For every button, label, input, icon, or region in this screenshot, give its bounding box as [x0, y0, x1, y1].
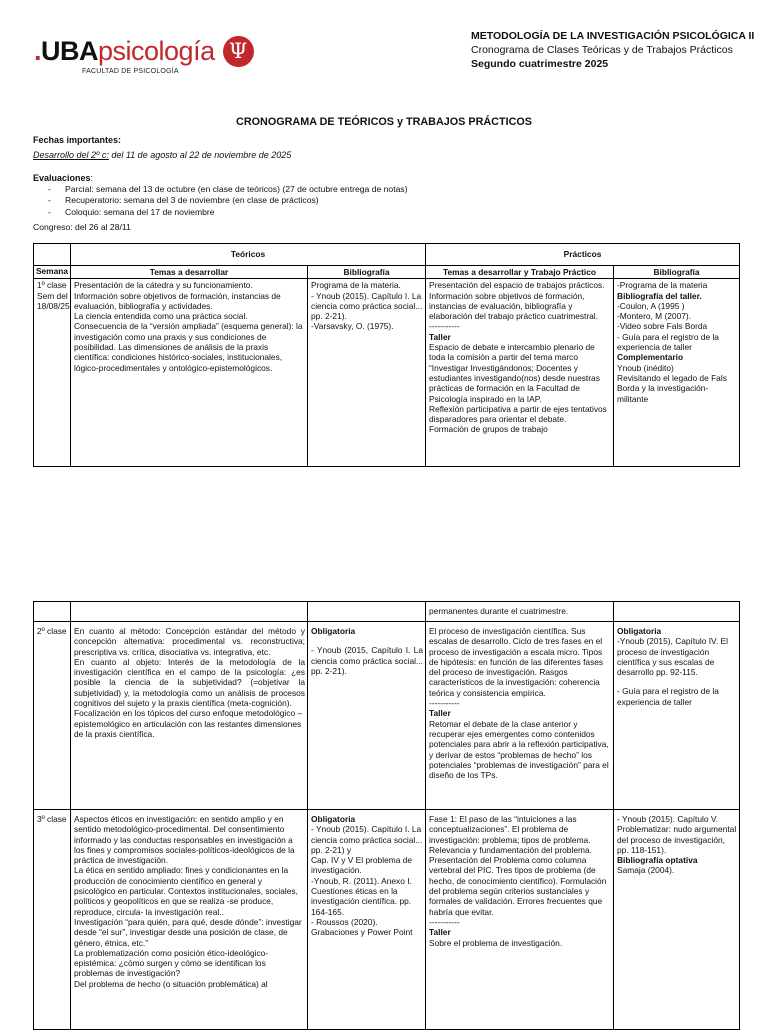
biblio-practicos-column-header: Bibliografía	[614, 266, 740, 279]
temas-practicos-cell: permanentes durante el cuatrimestre.	[426, 602, 614, 622]
biblio-practicos-cell: Obligatoria -Ynoub (2015), Capítulo IV. El proceso de investigación científica y sus escalas de desarrollo pp. 92-115. - Guía para el registro de la experiencia de taller	[614, 622, 740, 810]
table-row	[34, 602, 740, 622]
biblio-practicos-cell: -Programa de la materia Bibliografía del taller. -Coulon, A (1995 ) -Montero, M (2007). -Video sobre Fals Borda - Guía para el registro de la experiencia de taller Complementario Ynoub (inédito) Revisitando el legado de Fals Borda y la investigación-militante	[614, 279, 740, 467]
temas-teoricos-column-header: Temas a desarrollar	[71, 266, 308, 279]
table-row	[34, 622, 740, 810]
teoricos-header: Teóricos	[71, 244, 426, 266]
schedule-table-continued	[33, 601, 740, 1030]
list-item: - Recuperatorio: semana del 3 de noviembre (en clase de prácticos)	[48, 195, 319, 206]
semana-cell: 1º clase Sem del 18/08/25	[34, 279, 71, 467]
table-column-header	[34, 266, 740, 279]
temas-teoricos-cell	[71, 602, 308, 622]
temas-teoricos-cell: En cuanto al método: Concepción estándar del método y concepción alternativa: procedimental vs. reconstructiva; prescriptiva vs. crítica, disociativa vs. integrativa, etc. En cuanto al objeto: Interés de la metodología de la investigación científica en el campo de la psicología: ¿es posible la ciencia de la subjetividad? (=objetivar la subjetividad) y, la metodología como un análisis de procesos cognitivos del sujeto y la praxis científica (meta-cognición). Focalización en los tópicos del curso enfoque metodológico –epistemológico en articulación con las restantes dimensiones de la praxis científica.	[71, 622, 308, 810]
biblio-teoricos-cell	[308, 602, 426, 622]
logo-subtitle: FACULTAD DE PSICOLOGÍA	[82, 68, 179, 75]
semana-cell	[34, 602, 71, 622]
table-header-empty	[34, 244, 71, 266]
temas-practicos-cell: Presentación del espacio de trabajos prácticos. Información sobre objetivos de formación, instancias de evaluación, bibliografía y elaboración del trabajo práctico cuatrimestral. ----------- Taller Espacio de debate e intercambio plenario de toda la comisión a partir del tema marco “Investigar Investigándonos; Docentes y estudiantes investigando(nos) desde nuestras prácticas de formación en la Facultad de Psicología inspirado en la IAP. Reflexión participativa a partir de ejes tentativos disparadores para orientar el debate. Formación de grupos de trabajo	[426, 279, 614, 467]
biblio-teoricos-cell: Obligatoria - Ynoub (2015, Capítulo I. La ciencia como práctica social... pp. 2-21).	[308, 622, 426, 810]
biblio-teoricos-cell: Obligatoria - Ynoub (2015). Capítulo I. La ciencia como práctica social... pp. 2-21) y Cap. IV y V El problema de investigación. -Ynoub, R. (2011). Anexo I. Cuestiones éticas en la investigación científica. pp. 164-165. - Roussos (2020). Grabaciones y Power Point	[308, 810, 426, 1030]
course-name: METODOLOGÍA DE LA INVESTIGACIÓN PSICOLÓGICA II	[471, 30, 755, 42]
page-title: CRONOGRAMA DE TEÓRICOS y TRABAJOS PRÁCTICOS	[236, 116, 532, 128]
temas-practicos-cell: Fase 1: El paso de las “intuiciones a las conceptualizaciones”. El problema de investigación: problema; tipos de problema. Relevancia y fundamentación del problema. Presentación del Problema como columna vertebral del PIC. Tres tipos de problema (de hecho, de conocimiento científico). Formulación del problema según criterios sustanciales y formales de validación. Errores frecuentes que habría que evitar. ----------- Taller Sobre el problema de investigación.	[426, 810, 614, 1030]
biblio-practicos-cell: - Ynoub (2015). Capítulo V. Problematizar: nudo argumental del proceso de investigación, pp. 118-151). Bibliografía optativa Samaja (2004).	[614, 810, 740, 1030]
fechas-heading: Fechas importantes:	[33, 135, 122, 145]
logo-wordmark: .UBApsicología	[34, 36, 215, 66]
semana-cell: 3º clase	[34, 810, 71, 1030]
evaluaciones-heading: Evaluaciones:	[33, 173, 94, 183]
biblio-teoricos-column-header: Bibliografía	[308, 266, 426, 279]
temas-practicos-column-header: Temas a desarrollar y Trabajo Práctico	[426, 266, 614, 279]
semana-column-header: Semana	[34, 266, 71, 279]
biblio-teoricos-cell: Programa de la materia. - Ynoub (2015). Capítulo I. La ciencia como práctica social... pp. 2-21). -Varsavsky, O. (1975).	[308, 279, 426, 467]
biblio-practicos-cell	[614, 602, 740, 622]
schedule-table	[33, 243, 740, 467]
temas-teoricos-cell: Aspectos éticos en investigación: en sentido amplio y en sentido metodológico-procedimental. Del consentimiento informado y las conductas responsables en investigación a los fines y compromisos sociales-políticos-ideológicos de la práctica de investigación. La ética en sentido ampliado: fines y condicionantes en la producción de conocimiento científico en general y psicológico en particular. Contextos institucionales, sociales, políticos y geopolíticos en que se realiza -se produce, reproduce, circula- la investigación real.. Investigación “para quién, para qué, desde dónde”: investigar desde “el sur”, investigar desde una posición de clase, de género, étnica, etc.” La problematización como posición ético-ideológico-epistémica: ¿cómo surgen y cómo se identifican los problemas de investigación? Del problema de hecho (o situación problemática) al	[71, 810, 308, 1030]
table-group-header	[34, 244, 740, 266]
temas-practicos-cell: El proceso de investigación científica. Sus escalas de desarrollo. Ciclo de tres fases en el proceso de investigación a escala micro. Tipos de hipótesis: en función de las diferentes fases del proceso de investigación. Rasgos característicos de la investigación: coherencia teórica y consistencia empírica. ----------- Taller Retomar el debate de la clase anterior y recuperar ejes emergentes como contenidos potenciales para abrir a la reflexión participativa, y derivar de estos “problemas de hecho” los potenciales “problemas de investigación” para el diseño de los TPs.	[426, 622, 614, 810]
table-row	[34, 279, 740, 467]
semana-cell: 2º clase	[34, 622, 71, 810]
psi-emblem-icon: Ψ	[223, 36, 254, 67]
temas-teoricos-cell: Presentación de la cátedra y su funcionamiento. Información sobre objetivos de formación, instancias de evaluación, bibliografía y actividades. La ciencia entendida como una práctica social. Consecuencia de la “versión ampliada” (esquema general): la investigación como una praxis y sus condiciones de posibilidad. Las dimensiones de análisis de la praxis científica: condiciones histórico-sociales, institucionales, lógico-procedimentales y ontológico-epistemológicos.	[71, 279, 308, 467]
congreso-line: Congreso: del 26 al 28/11	[33, 222, 131, 232]
list-item: - Coloquio: semana del 17 de noviembre	[48, 206, 215, 217]
course-subtitle: Cronograma de Clases Teóricas y de Trabajos Prácticos	[471, 44, 733, 56]
evaluaciones-list	[48, 184, 408, 218]
uba-psicologia-logo	[34, 36, 254, 84]
course-term: Segundo cuatrimestre 2025	[471, 58, 609, 70]
table-row	[34, 810, 740, 1030]
desarrollo-line: Desarrollo del 2º c: del 11 de agosto al 22 de noviembre de 2025	[33, 150, 292, 160]
practicos-header: Prácticos	[426, 244, 740, 266]
course-header	[471, 29, 761, 71]
list-item: - Parcial: semana del 13 de octubre (en clase de teóricos) (27 de octubre entrega de notas)	[48, 184, 408, 194]
